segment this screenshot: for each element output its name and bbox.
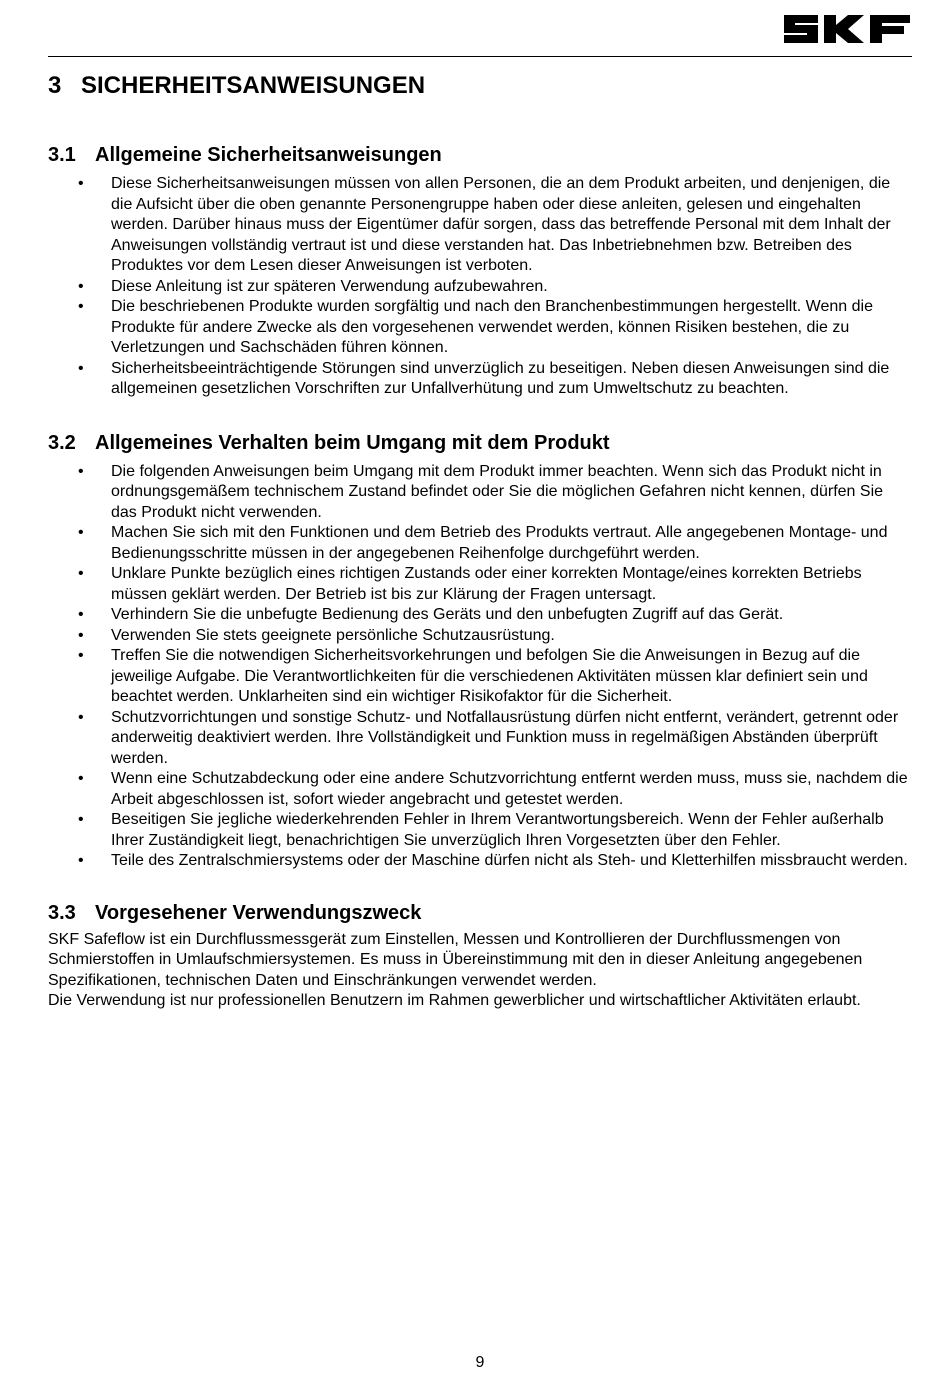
chapter-number: 3 bbox=[48, 72, 62, 99]
list-item: • Die folgenden Anweisungen beim Umgang mit dem Produkt immer beachten. Wenn sich das Produkt nicht in ordnungsgemäßem technischem Zustand befindet oder Sie die möglichen Gefahren nicht kennen, dürfen Sie das Produkt nicht verwenden. bbox=[48, 462, 912, 524]
paragraph: Die Verwendung ist nur professionellen Benutzern im Rahmen gewerblicher und wirtschaftlicher Aktivitäten erlaubt. bbox=[48, 992, 861, 1009]
list-item: • Verhindern Sie die unbefugte Bedienung des Geräts und den unbefugten Zugriff auf das Gerät. bbox=[48, 605, 912, 626]
paragraph: SKF Safeflow ist ein Durchflussmessgerät zum Einstellen, Messen und Kontrollieren der Durchflussmengen von Schmierstoffen in Umlaufschmiersystemen. Es muss in Übereinstimmung mit den in dieser Anleitung angegebenen Spezifikationen, technischen Daten und Einschränkungen verwendet werden. bbox=[48, 930, 863, 989]
list-item: • Diese Sicherheitsanweisungen müssen von allen Personen, die an dem Produkt arbeiten, und denjenigen, die die Aufsicht über die oben genannte Personengruppe haben oder diese anleiten, gelesen und eingehalten werden. Darüber hinaus muss der Eigentümer dafür sorgen, dass das betreffende Personal mit dem Inhalt der Anweisungen vollständig vertraut ist und diese verstanden hat. Das Inbetriebnehmen bzw. Betreiben des Produktes vor dem Lesen dieser Anweisungen ist verboten. bbox=[48, 174, 912, 277]
section-title: Allgemeine Sicherheitsanweisungen bbox=[95, 144, 442, 166]
skf-logo bbox=[782, 13, 912, 45]
header-rule bbox=[48, 56, 912, 57]
list-item: • Teile des Zentralschmiersystems oder der Maschine dürfen nicht als Steh- und Kletterhilfen missbraucht werden. bbox=[48, 851, 912, 872]
section-number: 3.1 bbox=[48, 144, 76, 166]
list-item: • Treffen Sie die notwendigen Sicherheitsvorkehrungen und befolgen Sie die Anweisungen in Bezug auf die jeweilige Aufgabe. Die Verantwortlichkeiten für die verschiedenen Aktivitäten müssen klar definiert sein und beachtet werden. Unklarheiten sind ein wichtiger Risikofaktor für die Sicherheit. bbox=[48, 646, 912, 708]
list-item: • Wenn eine Schutzabdeckung oder eine andere Schutzvorrichtung entfernt werden muss, muss sie, nachdem die Arbeit abgeschlossen ist, sofort wieder angebracht und getestet werden. bbox=[48, 769, 912, 810]
list-item: • Unklare Punkte bezüglich eines richtigen Zustands oder einer korrekten Montage/eines korrekten Betriebs müssen geklärt werden. Der Betrieb ist bis zur Klärung der Fragen untersagt. bbox=[48, 564, 912, 605]
list-item: • Sicherheitsbeeinträchtigende Störungen sind unverzüglich zu beseitigen. Neben diesen Anweisungen sind die allgemeinen gesetzlichen Vorschriften zur Unfallverhütung und zum Umweltschutz zu beachten. bbox=[48, 359, 912, 400]
bullet-list-3-1 bbox=[48, 174, 912, 400]
list-item: • Verwenden Sie stets geeignete persönliche Schutzausrüstung. bbox=[48, 626, 912, 647]
chapter-heading bbox=[48, 70, 912, 102]
section-number: 3.3 bbox=[48, 901, 76, 924]
intended-use-text bbox=[48, 930, 912, 1012]
list-item: • Machen Sie sich mit den Funktionen und dem Betrieb des Produkts vertraut. Alle angegebenen Montage- und Bedienungsschritte müssen in der angegebenen Reihenfolge durchgeführt werden. bbox=[48, 523, 912, 564]
section-title: Vorgesehener Verwendungszweck bbox=[95, 901, 422, 924]
skf-logo-graphic bbox=[782, 13, 912, 45]
section-heading-3-2 bbox=[48, 430, 912, 456]
page-content bbox=[48, 70, 912, 1012]
list-item: • Diese Anleitung ist zur späteren Verwendung aufzubewahren. bbox=[48, 277, 912, 298]
section-title: Allgemeines Verhalten beim Umgang mit dem Produkt bbox=[95, 431, 610, 454]
section-heading-3-1 bbox=[48, 142, 912, 168]
page-number: 9 bbox=[475, 1354, 485, 1371]
bullet-list-3-2 bbox=[48, 462, 912, 872]
list-item: • Die beschriebenen Produkte wurden sorgfältig und nach den Branchenbestimmungen hergestellt. Wenn die Produkte für andere Zwecke als den vorgesehenen verwendet werden, können Risiken bestehen, die zu Verletzungen und Sachschäden führen können. bbox=[48, 297, 912, 359]
section-heading-3-3 bbox=[48, 900, 912, 926]
chapter-title: SICHERHEITSANWEISUNGEN bbox=[81, 72, 426, 99]
section-number: 3.2 bbox=[48, 431, 76, 454]
list-item: • Beseitigen Sie jegliche wiederkehrenden Fehler in Ihrem Verantwortungsbereich. Wenn der Fehler außerhalb Ihrer Zuständigkeit liegt, benachrichtigen Sie unverzüglich Ihren Vorgesetzten über den Fehler. bbox=[48, 810, 912, 851]
list-item: • Schutzvorrichtungen und sonstige Schutz- und Notfallausrüstung dürfen nicht entfernt, verändert, getrennt oder anderweitig deaktiviert werden. Ihre Vollständigkeit und Funktion muss in regelmäßigen Abständen überprüft werden. bbox=[48, 708, 912, 770]
